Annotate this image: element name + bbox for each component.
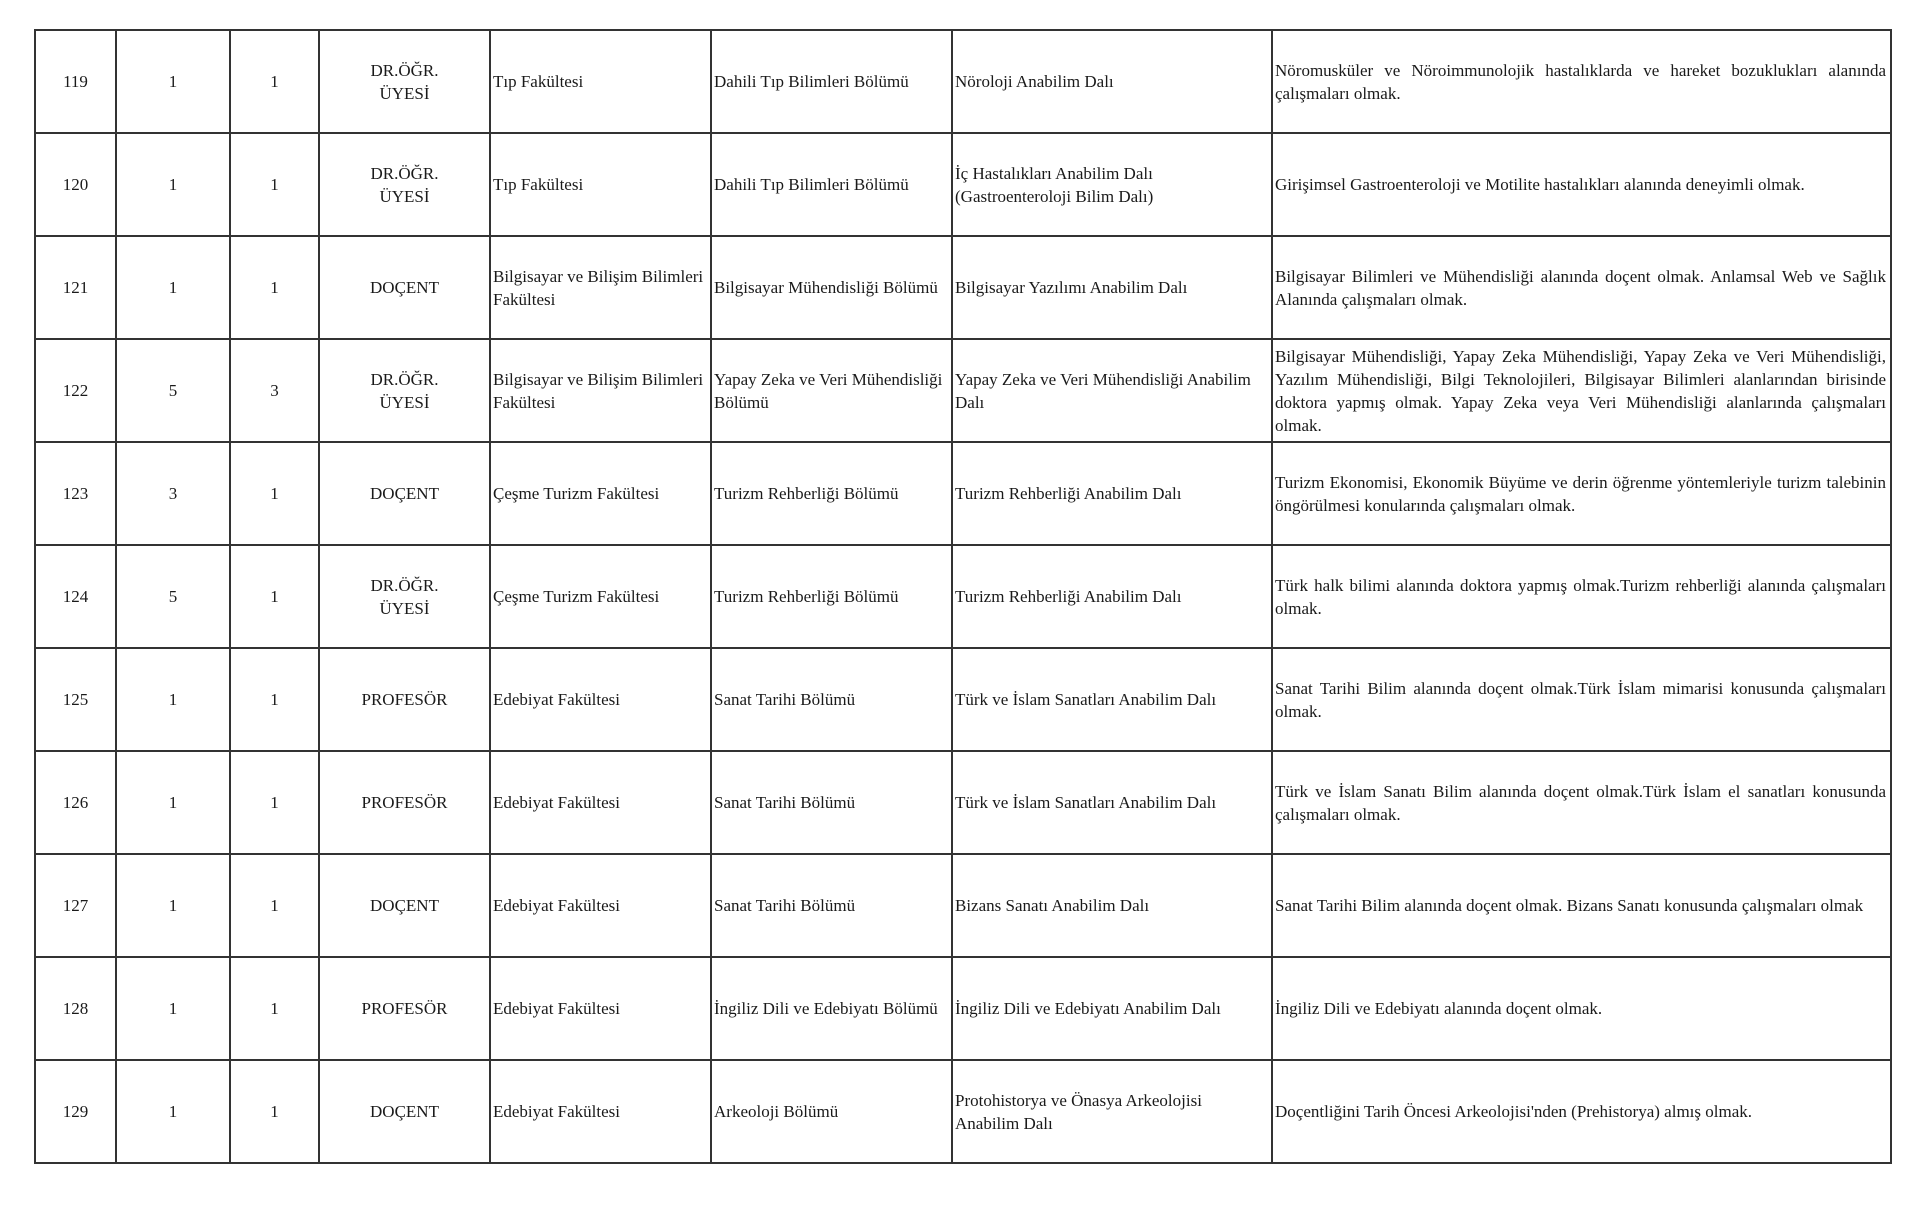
department-cell: Dahili Tıp Bilimleri Bölümü bbox=[711, 133, 952, 236]
row-number-cell: 124 bbox=[35, 545, 116, 648]
academic-title-cell: PROFESÖR bbox=[319, 751, 490, 854]
row-number-cell: 120 bbox=[35, 133, 116, 236]
department-cell: Dahili Tıp Bilimleri Bölümü bbox=[711, 30, 952, 133]
division-cell: Bilgisayar Yazılımı Anabilim Dalı bbox=[952, 236, 1272, 339]
faculty-cell: Tıp Fakültesi bbox=[490, 30, 711, 133]
faculty-cell: Bilgisayar ve Bilişim Bilimleri Fakültesi bbox=[490, 236, 711, 339]
min-count-cell: 1 bbox=[230, 957, 319, 1060]
position-count-cell: 1 bbox=[116, 236, 230, 339]
requirement-cell: Türk ve İslam Sanatı Bilim alanında doçent olmak.Türk İslam el sanatları konusunda çalışmaları olmak. bbox=[1272, 751, 1891, 854]
department-cell: Turizm Rehberliği Bölümü bbox=[711, 442, 952, 545]
position-count-cell: 5 bbox=[116, 339, 230, 442]
faculty-cell: Edebiyat Fakültesi bbox=[490, 751, 711, 854]
academic-title-cell: DOÇENT bbox=[319, 236, 490, 339]
table-row bbox=[35, 648, 1891, 751]
division-cell: Yapay Zeka ve Veri Mühendisliği Anabilim Dalı bbox=[952, 339, 1272, 442]
division-cell: Nöroloji Anabilim Dalı bbox=[952, 30, 1272, 133]
academic-title-cell: DOÇENT bbox=[319, 442, 490, 545]
department-cell: Sanat Tarihi Bölümü bbox=[711, 751, 952, 854]
row-number-cell: 129 bbox=[35, 1060, 116, 1163]
position-count-cell: 1 bbox=[116, 133, 230, 236]
requirement-cell: İngiliz Dili ve Edebiyatı alanında doçent olmak. bbox=[1272, 957, 1891, 1060]
faculty-cell: Tıp Fakültesi bbox=[490, 133, 711, 236]
division-cell: İç Hastalıkları Anabilim Dalı (Gastroenteroloji Bilim Dalı) bbox=[952, 133, 1272, 236]
academic-title-cell: DR.ÖĞR. ÜYESİ bbox=[319, 30, 490, 133]
row-number-cell: 123 bbox=[35, 442, 116, 545]
table-row bbox=[35, 751, 1891, 854]
position-count-cell: 3 bbox=[116, 442, 230, 545]
row-number-cell: 121 bbox=[35, 236, 116, 339]
min-count-cell: 1 bbox=[230, 648, 319, 751]
department-cell: Turizm Rehberliği Bölümü bbox=[711, 545, 952, 648]
division-cell: Bizans Sanatı Anabilim Dalı bbox=[952, 854, 1272, 957]
requirement-cell: Bilgisayar Bilimleri ve Mühendisliği alanında doçent olmak. Anlamsal Web ve Sağlık Alanında çalışmaları olmak. bbox=[1272, 236, 1891, 339]
row-number-cell: 125 bbox=[35, 648, 116, 751]
requirement-cell: Bilgisayar Mühendisliği, Yapay Zeka Mühendisliği, Yapay Zeka ve Veri Mühendisliği, Yazılım Mühendisliği, Bilgi Teknolojileri, Bilgisayar Bilimleri alanlarından birisinde doktora yapmış olmak. Yapay Zeka veya Veri Mühendisliği alanlarında çalışmaları olmak. bbox=[1272, 339, 1891, 442]
position-count-cell: 1 bbox=[116, 1060, 230, 1163]
academic-title-cell: DOÇENT bbox=[319, 1060, 490, 1163]
row-number-cell: 126 bbox=[35, 751, 116, 854]
table-row bbox=[35, 236, 1891, 339]
table-row bbox=[35, 545, 1891, 648]
requirement-cell: Türk halk bilimi alanında doktora yapmış olmak.Turizm rehberliği alanında çalışmaları olmak. bbox=[1272, 545, 1891, 648]
min-count-cell: 1 bbox=[230, 1060, 319, 1163]
division-cell: Turizm Rehberliği Anabilim Dalı bbox=[952, 545, 1272, 648]
min-count-cell: 3 bbox=[230, 339, 319, 442]
requirement-cell: Girişimsel Gastroenteroloji ve Motilite hastalıkları alanında deneyimli olmak. bbox=[1272, 133, 1891, 236]
table-row bbox=[35, 1060, 1891, 1163]
min-count-cell: 1 bbox=[230, 442, 319, 545]
position-count-cell: 5 bbox=[116, 545, 230, 648]
academic-title-cell: PROFESÖR bbox=[319, 957, 490, 1060]
faculty-cell: Edebiyat Fakültesi bbox=[490, 957, 711, 1060]
academic-title-cell: DR.ÖĞR. ÜYESİ bbox=[319, 339, 490, 442]
requirement-cell: Sanat Tarihi Bilim alanında doçent olmak. Bizans Sanatı konusunda çalışmaları olmak bbox=[1272, 854, 1891, 957]
row-number-cell: 128 bbox=[35, 957, 116, 1060]
position-count-cell: 1 bbox=[116, 957, 230, 1060]
min-count-cell: 1 bbox=[230, 30, 319, 133]
department-cell: Sanat Tarihi Bölümü bbox=[711, 648, 952, 751]
department-cell: İngiliz Dili ve Edebiyatı Bölümü bbox=[711, 957, 952, 1060]
department-cell: Yapay Zeka ve Veri Mühendisliği Bölümü bbox=[711, 339, 952, 442]
table-row bbox=[35, 442, 1891, 545]
requirement-cell: Nöromusküler ve Nöroimmunolojik hastalıklarda ve hareket bozuklukları alanında çalışmaları olmak. bbox=[1272, 30, 1891, 133]
min-count-cell: 1 bbox=[230, 133, 319, 236]
requirement-cell: Sanat Tarihi Bilim alanında doçent olmak.Türk İslam mimarisi konusunda çalışmaları olmak. bbox=[1272, 648, 1891, 751]
table-row bbox=[35, 957, 1891, 1060]
department-cell: Sanat Tarihi Bölümü bbox=[711, 854, 952, 957]
division-cell: Türk ve İslam Sanatları Anabilim Dalı bbox=[952, 751, 1272, 854]
row-number-cell: 127 bbox=[35, 854, 116, 957]
division-cell: Turizm Rehberliği Anabilim Dalı bbox=[952, 442, 1272, 545]
department-cell: Bilgisayar Mühendisliği Bölümü bbox=[711, 236, 952, 339]
academic-title-cell: DOÇENT bbox=[319, 854, 490, 957]
min-count-cell: 1 bbox=[230, 236, 319, 339]
min-count-cell: 1 bbox=[230, 545, 319, 648]
position-count-cell: 1 bbox=[116, 751, 230, 854]
faculty-cell: Edebiyat Fakültesi bbox=[490, 648, 711, 751]
table-body bbox=[35, 30, 1891, 1163]
division-cell: İngiliz Dili ve Edebiyatı Anabilim Dalı bbox=[952, 957, 1272, 1060]
requirement-cell: Turizm Ekonomisi, Ekonomik Büyüme ve derin öğrenme yöntemleriyle turizm talebinin öngörülmesi konularında çalışmaları olmak. bbox=[1272, 442, 1891, 545]
table-row bbox=[35, 133, 1891, 236]
min-count-cell: 1 bbox=[230, 854, 319, 957]
faculty-cell: Çeşme Turizm Fakültesi bbox=[490, 545, 711, 648]
requirement-cell: Doçentliğini Tarih Öncesi Arkeolojisi'nden (Prehistorya) almış olmak. bbox=[1272, 1060, 1891, 1163]
division-cell: Türk ve İslam Sanatları Anabilim Dalı bbox=[952, 648, 1272, 751]
academic-title-cell: DR.ÖĞR. ÜYESİ bbox=[319, 545, 490, 648]
academic-title-cell: PROFESÖR bbox=[319, 648, 490, 751]
table-row bbox=[35, 30, 1891, 133]
position-count-cell: 1 bbox=[116, 30, 230, 133]
positions-table bbox=[34, 29, 1892, 1164]
row-number-cell: 122 bbox=[35, 339, 116, 442]
table-row bbox=[35, 854, 1891, 957]
faculty-cell: Çeşme Turizm Fakültesi bbox=[490, 442, 711, 545]
faculty-cell: Bilgisayar ve Bilişim Bilimleri Fakültesi bbox=[490, 339, 711, 442]
faculty-cell: Edebiyat Fakültesi bbox=[490, 1060, 711, 1163]
division-cell: Protohistorya ve Önasya Arkeolojisi Anabilim Dalı bbox=[952, 1060, 1272, 1163]
min-count-cell: 1 bbox=[230, 751, 319, 854]
faculty-cell: Edebiyat Fakültesi bbox=[490, 854, 711, 957]
academic-title-cell: DR.ÖĞR. ÜYESİ bbox=[319, 133, 490, 236]
position-count-cell: 1 bbox=[116, 648, 230, 751]
department-cell: Arkeoloji Bölümü bbox=[711, 1060, 952, 1163]
table-row bbox=[35, 339, 1891, 442]
row-number-cell: 119 bbox=[35, 30, 116, 133]
position-count-cell: 1 bbox=[116, 854, 230, 957]
